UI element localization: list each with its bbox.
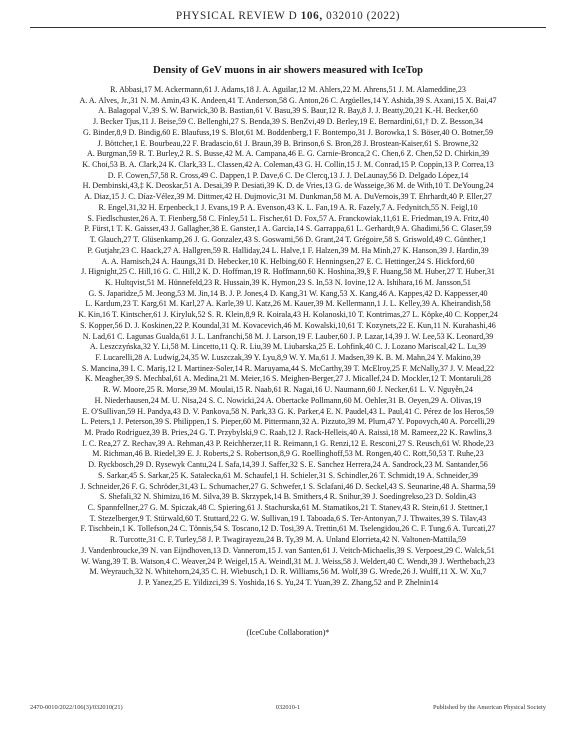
- author-line: J. Becker Tjus,11 J. Beise,59 C. Bellenghi,27 S. Benda,39 S. BenZvi,49 D. Berley,19 E. Bernardini,61,† D. Z. Besson,34: [93, 117, 483, 127]
- author-line: P. Gutjahr,23 C. Haack,27 A. Hallgren,59 R. Halliday,24 L. Halve,1 F. Halzen,39 M. Ha Minh,27 K. Hanson,39 J. Hardin,39: [87, 245, 489, 255]
- author-line: I. C. Rea,27 Z. Rechav,39 A. Rehman,43 P. Reichherzer,11 R. Reimann,1 G. Renzi,12 E. Resconi,27 S. Reusch,61 W. Rhode,23: [82, 438, 494, 448]
- author-line: J. Vandenbroucke,39 N. van Eijndhoven,13 D. Vannerom,15 J. van Santen,61 J. Veitch-Michaelis,39 S. Verpoest,29 C. Walck,51: [81, 545, 495, 555]
- author-line: L. Peters,1 J. Peterson,39 S. Philippen,1 S. Pieper,60 M. Pittermann,32 A. Pizzuto,39 M. Plum,47 Y. Popovych,40 A. Porcelli,29: [81, 417, 495, 427]
- author-line: A. Diaz,15 J. C. Díaz-Vélez,39 M. Dittmer,42 H. Dujmovic,31 M. Dunkman,58 M. A. DuVernois,39 T. Ehrhardt,40 P. Eller,27: [84, 192, 492, 202]
- author-line: A. Burgman,59 R. T. Burley,2 R. S. Busse,42 M. A. Campana,46 E. G. Carnie-Bronca,2 C. Chen,6 Z. Chen,52 D. Chirkin,39: [86, 149, 490, 159]
- author-line: J. P. Yanez,25 E. Yildizci,39 S. Yoshida,16 S. Yu,24 T. Yuan,39 Z. Zhang,52 and P. Zhelnin14: [137, 578, 439, 588]
- author-line: W. Wang,39 T. B. Watson,4 C. Weaver,24 P. Weigel,15 A. Weindl,31 M. J. Weiss,58 J. Weldert,40 C. Wendt,39 J. Werthebach,23: [81, 556, 495, 566]
- author-line: D. F. Cowen,57,58 R. Cross,49 C. Dappen,1 P. Dave,6 C. De Clercq,13 J. J. DeLaunay,56 D. Delgado López,14: [107, 170, 469, 180]
- author-line: A. A. Alves, Jr.,31 N. M. Amin,43 K. Andeen,41 T. Anderson,58 G. Anton,26 C. Argüelles,14 Y. Ashida,39 S. Axani,15 X. Bai,47: [79, 95, 497, 105]
- header-divider: [30, 27, 546, 28]
- article-title: Density of GeV muons in air showers measured with IceTop: [152, 65, 424, 76]
- author-line: F. Lucarelli,28 A. Ludwig,24,35 W. Luszczak,39 Y. Lyu,8,9 W. Y. Ma,61 J. Madsen,39 K. B. M. Mahn,24 Y. Makino,39: [95, 352, 481, 362]
- author-list: [28, 85, 548, 589]
- author-line: R. Engel,31,32 H. Erpenbeck,1 J. Evans,19 P. A. Evenson,43 K. L. Fan,19 A. R. Fazely,7 A. Fedynitch,55 N. Feigl,10: [98, 202, 478, 212]
- author-line: G. Binder,8,9 D. Bindig,60 E. Blaufuss,19 S. Blot,61 M. Boddenberg,1 F. Bontempo,31 J. Borowka,1 S. Böser,40 O. Botner,59: [83, 127, 493, 137]
- author-line: H. Dembinski,43,‡ K. Deoskar,51 A. Desai,39 P. Desiati,39 K. D. de Vries,13 G. de Wasseige,36 M. de With,10 T. DeYoung,24: [82, 181, 494, 191]
- author-line: N. Lad,61 C. Lagunas Gualda,61 J. L. Lanfranchi,58 M. J. Larson,19 F. Lauber,60 J. P. Lazar,14,39 J. W. Lee,53 K. Leonard,39: [82, 331, 494, 341]
- author-line: S. Sarkar,45 S. Sarkar,25 K. Satalecka,61 M. Schaufel,1 H. Schieler,31 S. Schindler,26 T. Schmidt,19 A. Schneider,39: [97, 470, 479, 480]
- author-line: K. Choi,53 B. A. Clark,24 K. Clark,33 L. Classen,42 A. Coleman,43 G. H. Collin,15 J. M. Conrad,15 P. Coppin,13 P. Correa,13: [82, 160, 494, 170]
- article-id-year: 032010 (2022): [326, 10, 401, 22]
- author-line: R. Turcotte,31 C. F. Turley,58 J. P. Twagirayezu,24 B. Ty,39 M. A. Unland Elorrieta,42 N. Valtonen-Mattila,59: [109, 535, 467, 545]
- author-line: R. Abbasi,17 M. Ackermann,61 J. Adams,18 J. A. Aguilar,12 M. Ahlers,22 M. Ahrens,51 J. M. Alameddine,23: [110, 85, 466, 94]
- author-line: K. Kin,16 T. Kintscher,61 J. Kiryluk,52 S. R. Klein,8,9 R. Koirala,43 H. Kolanoski,10 T. Kontrimas,27 L. Köpke,40 C. Kopper,24: [78, 310, 498, 320]
- author-line: S. Kopper,56 D. J. Koskinen,22 P. Koundal,31 M. Kovacevich,46 M. Kowalski,10,61 T. Kozynets,22 E. Kun,11 N. Kurahashi,46: [80, 320, 496, 330]
- author-line: A. Balagopal V.,39 S. W. Barwick,30 B. Bastian,61 V. Basu,39 S. Baur,12 R. Bay,8 J. J. Beatty,20,21 K.-H. Becker,60: [98, 106, 478, 116]
- author-line: H. Niederhausen,24 M. U. Nisa,24 S. C. Nowicki,24 A. Obertacke Pollmann,60 M. Oehler,31 B. Oeyen,29 A. Olivas,19: [94, 395, 482, 405]
- journal-volume: 106,: [300, 10, 323, 22]
- author-line: T. Glauch,27 T. Glüsenkamp,26 J. G. Gonzalez,43 S. Goswami,56 D. Grant,24 T. Grégoire,58 S. Griswold,49 C. Günther,1: [89, 235, 487, 245]
- author-line: S. Mancina,39 I. C. Mariş,12 I. Martinez-Soler,14 R. Maruyama,44 S. McCarthy,39 T. McElroy,25 F. McNally,37 J. V. Mead,22: [81, 363, 495, 373]
- author-line: A. A. Harnisch,24 A. Haungs,31 D. Hebecker,10 K. Helbing,60 F. Henningsen,27 E. C. Hettinger,24 S. Hickford,60: [101, 256, 475, 266]
- author-line: K. Meagher,39 S. Mechbal,61 A. Medina,21 M. Meier,16 S. Meighen-Berger,27 J. Micallef,24 D. Mockler,12 T. Montaruli,28: [84, 374, 492, 384]
- author-line: L. Kardum,23 T. Karg,61 M. Karl,27 A. Karle,39 U. Katz,26 M. Kauer,39 M. Kellermann,1 J. L. Kelley,39 A. Kheirandish,58: [85, 299, 491, 309]
- author-line: F. Tischbein,1 K. Tollefson,24 C. Tönnis,54 S. Toscano,12 D. Tosi,39 A. Trettin,61 M. Tselengidou,26 C. F. Tung,6 A. Turcati,27: [80, 524, 496, 534]
- author-line: S. Shefali,32 N. Shimizu,16 M. Silva,39 B. Skrzypek,14 B. Smithers,4 R. Snihur,39 J. Soedingrekso,23 D. Soldin,43: [99, 492, 477, 502]
- author-line: P. Fürst,1 T. K. Gaisser,43 J. Gallagher,38 E. Ganster,1 A. Garcia,14 S. Garrappa,61 L. Gerhardt,9 A. Ghadimi,56 C. Glaser,59: [84, 224, 492, 234]
- author-line: J. Schneider,26 F. G. Schröder,31,43 L. Schumacher,27 G. Schwefer,1 S. Sclafani,46 D. Seckel,43 S. Seunarine,48 A. Sharma,59: [80, 481, 496, 491]
- collaboration-name: (IceCube Collaboration)*: [246, 628, 330, 637]
- author-line: E. O'Sullivan,59 H. Pandya,43 D. V. Pankova,58 N. Park,33 G. K. Parker,4 E. N. Paudel,43 L. Paul,41 C. Pérez de los Heros,59: [82, 406, 494, 416]
- author-line: K. Hultqvist,51 M. Hünnefeld,23 R. Hussain,39 K. Hymon,23 S. In,53 N. Iovine,12 A. Ishihara,16 M. Jansson,51: [105, 277, 471, 287]
- author-line: D. Ryckbosch,29 D. Rysewyk Cantu,24 I. Safa,14,39 J. Saffer,32 S. E. Sanchez Herrera,24 A. Sandrock,23 M. Santander,56: [88, 460, 488, 470]
- author-line: M. Weyrauch,32 N. Whitehorn,24,35 C. H. Wiebusch,1 D. R. Williams,56 M. Wolf,39 G. Wrede,26 J. Wulff,11 X. W. Xu,7: [89, 567, 487, 577]
- author-line: G. S. Japaridze,5 M. Jeong,53 M. Jin,14 B. J. P. Jones,4 D. Kang,31 W. Kang,53 X. Kang,46 A. Kappes,42 D. Kappesser,40: [88, 288, 488, 298]
- author-line: R. W. Moore,25 R. Morse,39 M. Moulai,15 R. Naab,61 R. Nagai,16 U. Naumann,60 J. Necker,61 L. V. Nguyễn,24: [103, 385, 473, 395]
- page-number: 032010-1: [275, 704, 301, 711]
- page-footer: [30, 704, 546, 714]
- author-line: T. Stezelberger,9 T. Stürwald,60 T. Stuttard,22 G. W. Sullivan,19 I. Taboada,6 S. Ter-Antonyan,7 J. Thwaites,39 S. Tilav,43: [89, 513, 487, 523]
- journal-name: PHYSICAL REVIEW D: [175, 10, 298, 22]
- author-line: C. Spannfellner,27 G. M. Spiczak,48 C. Spiering,61 J. Stachurska,61 M. Stamatikos,21 T. Stanev,43 R. Stein,61 J. Stettner,1: [87, 503, 489, 513]
- author-line: J. Böttcher,1 E. Bourbeau,22 F. Bradascio,61 J. Braun,39 B. Brinson,6 S. Bron,28 J. Brostean-Kaiser,61 S. Browne,32: [97, 138, 479, 148]
- author-line: M. Richman,46 B. Riedel,39 E. J. Roberts,2 S. Robertson,8,9 G. Roellinghoff,53 M. Rongen,40 C. Rott,50,53 T. Ruhe,23: [92, 449, 484, 459]
- journal-header: [0, 10, 576, 22]
- footer-doi-code: 2470-0010/2022/106(3)/032010(21): [30, 704, 123, 711]
- publisher-notice: Published by the American Physical Society: [432, 704, 546, 711]
- author-line: A. Leszczyńska,32 Y. Li,58 M. Lincetto,11 Q. R. Liu,39 M. Liubarska,25 E. Lohfink,40 C. J. Lozano Mariscal,42 L. Lu,39: [89, 342, 487, 352]
- author-line: J. Hignight,25 C. Hill,16 G. C. Hill,2 K. D. Hoffman,19 R. Hoffmann,60 K. Hoshina,39,§ F. Huang,58 M. Huber,27 T. Huber,31: [81, 267, 495, 277]
- author-line: S. Fiedlschuster,26 A. T. Fienberg,58 C. Finley,51 L. Fischer,61 D. Fox,57 A. Franckowiak,11,61 E. Friedman,19 A. Fritz,40: [87, 213, 489, 223]
- author-line: M. Prado Rodriguez,39 B. Pries,24 G. T. Przybylski,9 C. Raab,12 J. Rack-Helleis,40 A. Raissi,18 M. Rameez,22 K. Rawlins,3: [84, 428, 492, 437]
